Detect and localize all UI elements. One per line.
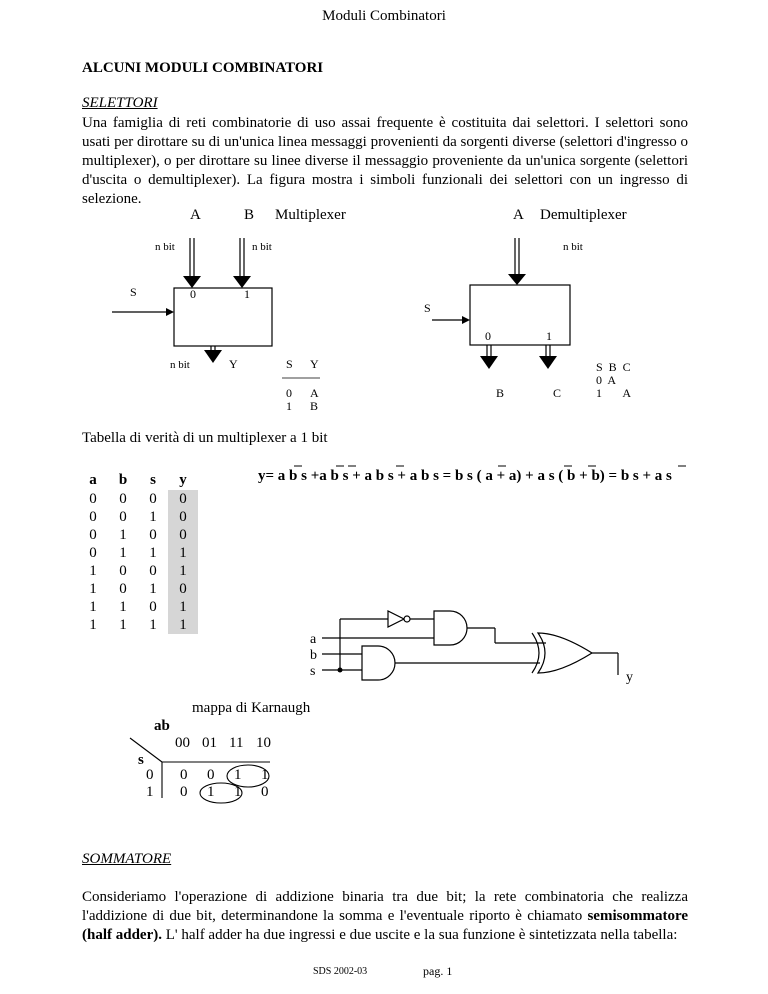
- mux-in0: 0: [190, 287, 196, 301]
- or-gate: [538, 633, 592, 673]
- karnaugh-title: mappa di Karnaugh: [192, 700, 311, 716]
- table-row: 1 1 0 1: [78, 598, 198, 616]
- table-row: 0 1 1 1: [78, 544, 198, 562]
- kmap-row-0: 0: [146, 767, 154, 783]
- table-row: 1 0 1 0: [78, 580, 198, 598]
- demux-out-c: C: [553, 386, 562, 400]
- demux-s-label: S: [424, 301, 431, 315]
- mux-table-r2-s: 1: [286, 399, 292, 413]
- mux-table-y: Y: [310, 357, 319, 371]
- demux-table-line3: 1 A: [596, 386, 632, 400]
- kmap-group-2: [200, 783, 242, 803]
- mux-equation: y= a b s +a b s + a b s + a b s = b s ( a + a) + a s ( b + b) = b s + a s: [258, 468, 672, 484]
- mux-table-r1-s: 0: [286, 386, 292, 400]
- table-row: 1 0 0 1: [78, 562, 198, 580]
- mux-nbit-b: n bit: [252, 241, 272, 253]
- sommatore-paragraph: Consideriamo l'operazione di addizione binaria tra due bit; la rete combinatoria che realizza l'addizione di due bit, determinandone la somma e l'eventuale riporto è chiamato semisommatore (half adder). L' half adder ha due ingressi e due uscite e la sua funzione è sintetizzata nella tabella:: [82, 889, 688, 943]
- karnaugh-row-var: s: [138, 752, 144, 768]
- term-half-adder: (half adder).: [82, 927, 162, 943]
- truth-table-caption: Tabella di verità di un multiplexer a 1 bit: [82, 430, 328, 446]
- circuit-label-y: y: [626, 670, 633, 685]
- tt-header-y: y: [179, 471, 187, 488]
- and-gate-2: [362, 646, 395, 680]
- kmap-cell: 1: [207, 784, 215, 800]
- demux-nbit: n bit: [563, 241, 583, 253]
- circuit-label-s: s: [310, 664, 316, 679]
- kmap-cell: 1: [234, 784, 242, 800]
- demux-table-line2: 0 A: [596, 373, 617, 387]
- table-row: 0 0 1 0: [78, 508, 198, 526]
- kmap-cell: 0: [261, 784, 269, 800]
- kmap-col-01: 01: [202, 735, 217, 751]
- mux-title: Multiplexer: [275, 207, 346, 223]
- tt-header-b: b: [118, 471, 128, 488]
- selector-diagram: [0, 200, 768, 425]
- circuit-label-b: b: [310, 648, 317, 663]
- mux-table-s: S: [286, 357, 293, 371]
- mux-y-label: Y: [229, 357, 238, 371]
- page-title: ALCUNI MODULI COMBINATORI: [82, 60, 324, 76]
- kmap-cell: 0: [180, 784, 188, 800]
- mux-label-b: B: [244, 207, 255, 223]
- kmap-col-10: 10: [256, 735, 271, 751]
- mux-s-label: S: [130, 285, 137, 299]
- truth-table: [78, 470, 198, 634]
- mux-nbit-a: n bit: [155, 241, 175, 253]
- kmap-cell: 0: [207, 767, 215, 783]
- demux-title: Demultiplexer: [540, 207, 627, 223]
- demux-out-b: B: [496, 386, 505, 400]
- mux-nbit-out: n bit: [170, 359, 190, 371]
- selettori-paragraph: Una famiglia di reti combinatorie di uso assai frequente è costituita dai selettori. I selettori sono usati per dirottare su di un'unica linea messaggi provenienti da sorgenti diverse (selettori d'ingresso o multiplexer), o per dirottare su linee diverse il messaggio proveniente da un'unica sorgente (selettori d'uscita o demultiplexer). La figura mostra i simboli funzionali dei selettori con un ingresso di selezione.: [82, 115, 688, 207]
- term-semisommatore: semisommatore: [587, 908, 688, 924]
- kmap-cell: 1: [261, 767, 269, 783]
- footer-course: SDS 2002-03: [313, 966, 368, 977]
- tt-header-a: a: [89, 471, 97, 488]
- logic-circuit: [300, 595, 660, 690]
- demux-out0: 0: [485, 329, 491, 343]
- karnaugh-col-var: ab: [154, 718, 170, 734]
- table-row: 0 0 0 0: [78, 490, 198, 508]
- kmap-col-00: 00: [175, 735, 190, 751]
- section-heading-selettori: SELETTORI: [82, 95, 158, 111]
- mux-box: [174, 288, 272, 346]
- kmap-group-1: [227, 765, 269, 787]
- kmap-cell: 1: [234, 767, 242, 783]
- demux-table-line1: S B C: [596, 360, 631, 374]
- demux-out1: 1: [546, 329, 552, 343]
- table-row: 1 1 1 1: [78, 616, 198, 634]
- karnaugh-lines: [120, 710, 290, 810]
- circuit-label-a: a: [310, 632, 317, 647]
- page-header: Moduli Combinatori: [322, 8, 446, 24]
- tt-header-s: s: [150, 471, 156, 488]
- mux-table-r2-y: B: [310, 399, 319, 413]
- mux-table-r1-y: A: [310, 386, 319, 400]
- kmap-row-1: 1: [146, 784, 154, 800]
- table-row: 0 1 0 0: [78, 526, 198, 544]
- footer-page: pag. 1: [423, 964, 453, 978]
- demux-label-a: A: [513, 207, 524, 223]
- not-gate: [388, 611, 404, 627]
- and-gate-1: [434, 611, 467, 645]
- equation-overbars: [258, 462, 698, 470]
- kmap-cell: 0: [180, 767, 188, 783]
- mux-label-a: A: [190, 207, 201, 223]
- kmap-col-11: 11: [229, 735, 244, 751]
- mux-in1: 1: [244, 287, 250, 301]
- section-heading-sommatore: SOMMATORE: [82, 851, 172, 867]
